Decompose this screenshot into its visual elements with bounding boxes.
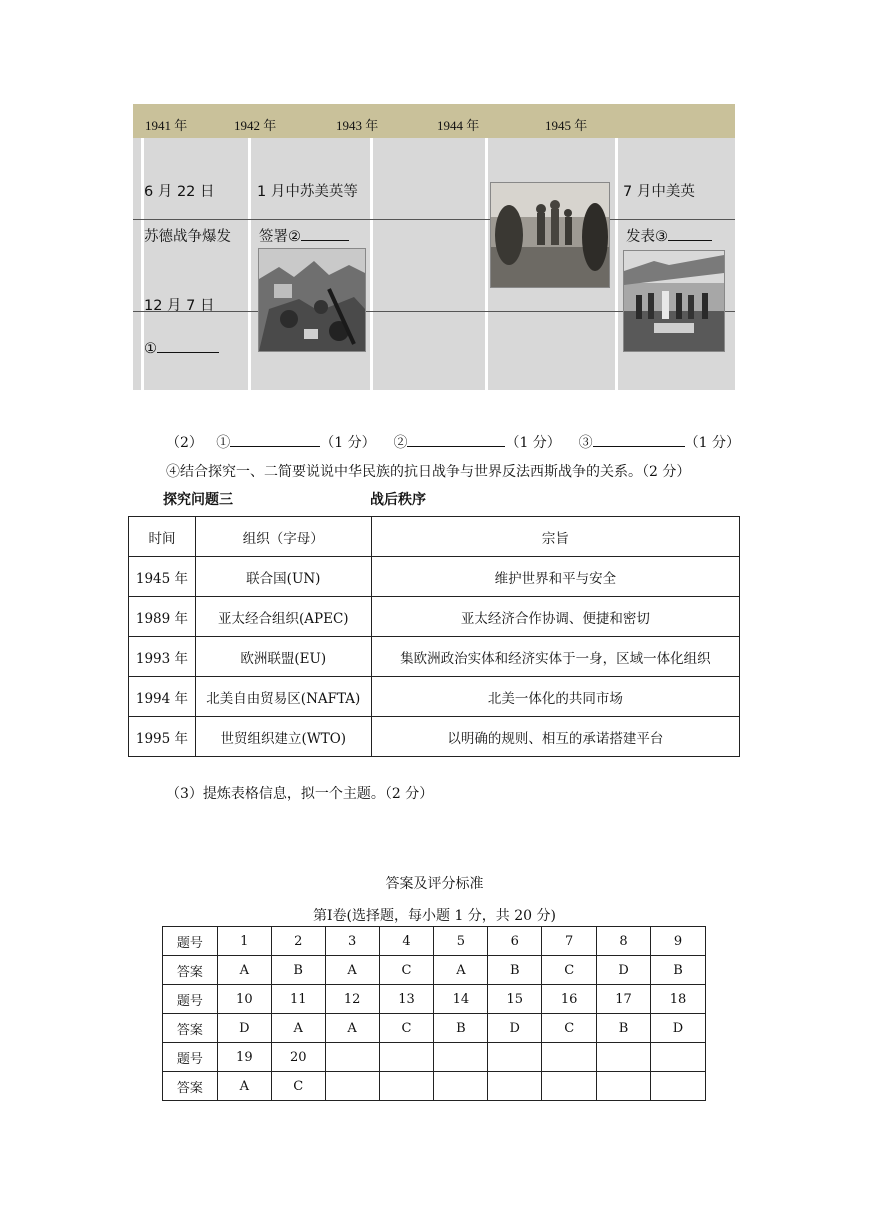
section-3-subtitle: 战后秩序 <box>370 492 426 508</box>
answer-cell <box>434 1072 488 1101</box>
event-date-june22: 6 月 22 日 <box>144 184 215 200</box>
answer-cell: C <box>271 1072 325 1101</box>
question-number: 4 <box>379 927 434 956</box>
answer-cell: C <box>379 956 434 985</box>
question-number <box>434 1043 488 1072</box>
header-time: 时间 <box>129 517 196 557</box>
answer-cell: A <box>271 1014 325 1043</box>
answer-cell <box>488 1072 542 1101</box>
cell-year: 1994 年 <box>129 677 196 717</box>
column-divider <box>615 138 618 390</box>
cell-organization: 世贸组织建立(WTO) <box>195 717 371 757</box>
question-number: 10 <box>217 985 271 1014</box>
column-divider <box>485 138 488 390</box>
answer-cell: C <box>542 956 597 985</box>
cell-purpose: 北美一体化的共同市场 <box>371 677 739 717</box>
event-july-declaration: 7 月中美英 <box>623 184 695 200</box>
answer-cell: B <box>597 1014 651 1043</box>
header-purpose: 宗旨 <box>371 517 739 557</box>
answer-cell <box>597 1072 651 1101</box>
header-organization: 组织（字母） <box>195 517 371 557</box>
question-number <box>379 1043 434 1072</box>
label-answer: 答案 <box>163 1072 218 1101</box>
label-answer: 答案 <box>163 956 218 985</box>
answer-cell: B <box>651 956 706 985</box>
question-number <box>542 1043 597 1072</box>
cell-year: 1989 年 <box>129 597 196 637</box>
question-number: 2 <box>271 927 325 956</box>
answer-row <box>163 1014 706 1043</box>
question-number: 1 <box>217 927 271 956</box>
answer-cell: B <box>271 956 325 985</box>
question-number <box>325 1043 379 1072</box>
answer-cell: A <box>325 1014 379 1043</box>
question-number-row <box>163 927 706 956</box>
question-number: 9 <box>651 927 706 956</box>
question-number-row <box>163 985 706 1014</box>
question-number-row <box>163 1043 706 1072</box>
question-number: 18 <box>651 985 706 1014</box>
question-2-blanks: （2） ① （1 分） ② （1 分） ③ （1 分） <box>166 435 740 451</box>
answer-cell: D <box>488 1014 542 1043</box>
cell-year: 1945 年 <box>129 557 196 597</box>
year-1944: 1944 年 <box>437 118 480 133</box>
section-3-title: 探究问题三 <box>163 492 233 508</box>
answer-key-table <box>162 926 706 1101</box>
blank-2: 签署② <box>259 225 349 246</box>
answer-cell: D <box>217 1014 271 1043</box>
answer-cell: B <box>434 1014 488 1043</box>
year-1945: 1945 年 <box>545 118 588 133</box>
year-1943: 1943 年 <box>336 118 379 133</box>
cell-purpose: 集欧洲政治实体和经济实体于一身，区域一体化组织 <box>371 637 739 677</box>
question-number: 8 <box>597 927 651 956</box>
label-question-number: 题号 <box>163 927 218 956</box>
label-question-number: 题号 <box>163 985 218 1014</box>
answer-cell <box>651 1072 706 1101</box>
answer-cell <box>325 1072 379 1101</box>
question-number: 5 <box>434 927 488 956</box>
question-number: 3 <box>325 927 379 956</box>
question-number: 11 <box>271 985 325 1014</box>
war-ruins-photo <box>258 248 366 352</box>
cell-organization: 欧洲联盟(EU) <box>195 637 371 677</box>
answer-cell: A <box>217 956 271 985</box>
answer-row <box>163 1072 706 1101</box>
cell-purpose: 维护世界和平与安全 <box>371 557 739 597</box>
answer-cell: C <box>542 1014 597 1043</box>
question-number: 16 <box>542 985 597 1014</box>
question-number: 15 <box>488 985 542 1014</box>
event-soviet-german-war: 苏德战争爆发 <box>144 229 231 245</box>
column-divider <box>370 138 373 390</box>
question-number: 12 <box>325 985 379 1014</box>
table-row <box>129 597 740 637</box>
question-3: （3）提炼表格信息，拟一个主题。（2 分） <box>166 786 434 802</box>
question-number: 14 <box>434 985 488 1014</box>
question-number: 7 <box>542 927 597 956</box>
answer-key-title: 答案及评分标准 <box>385 876 484 892</box>
table-row <box>129 637 740 677</box>
year-1941: 1941 年 <box>145 118 188 133</box>
question-number: 20 <box>271 1043 325 1072</box>
answer-cell: A <box>217 1072 271 1101</box>
answer-cell <box>542 1072 597 1101</box>
answer-key-subtitle: 第Ⅰ卷(选择题，每小题 1 分，共 20 分) <box>313 908 556 924</box>
question-number <box>651 1043 706 1072</box>
answer-cell: D <box>597 956 651 985</box>
table-row <box>129 677 740 717</box>
question-2-part4: ④结合探究一、二简要说说中华民族的抗日战争与世界反法西斯战争的关系。（2 分） <box>166 464 691 480</box>
question-number <box>597 1043 651 1072</box>
table-header-row <box>129 517 740 557</box>
answer-row <box>163 956 706 985</box>
postwar-organizations-table <box>128 516 740 757</box>
timeline-guide-line <box>133 219 735 220</box>
column-divider <box>248 138 251 390</box>
answer-cell <box>379 1072 434 1101</box>
blank-1: ① <box>144 341 219 357</box>
question-number: 6 <box>488 927 542 956</box>
cell-purpose: 以明确的规则、相互的承诺搭建平台 <box>371 717 739 757</box>
answer-cell: C <box>379 1014 434 1043</box>
surrender-ceremony-photo <box>623 250 725 352</box>
timeline-year-header <box>133 104 735 138</box>
cell-purpose: 亚太经济合作协调、便捷和密切 <box>371 597 739 637</box>
answer-cell: A <box>434 956 488 985</box>
answer-cell: D <box>651 1014 706 1043</box>
timeline-figure <box>133 104 735 390</box>
event-date-dec7: 12 月 7 日 <box>144 298 215 314</box>
answer-cell: A <box>325 956 379 985</box>
label-answer: 答案 <box>163 1014 218 1043</box>
event-jan-declaration: 1 月中苏美英等 <box>257 184 358 200</box>
question-number: 13 <box>379 985 434 1014</box>
normandy-landing-photo <box>490 182 610 288</box>
cell-year: 1995 年 <box>129 717 196 757</box>
question-number: 17 <box>597 985 651 1014</box>
question-number: 19 <box>217 1043 271 1072</box>
blank-3: 发表③ <box>626 225 712 246</box>
answer-cell: B <box>488 956 542 985</box>
cell-organization: 亚太经合组织(APEC) <box>195 597 371 637</box>
cell-year: 1993 年 <box>129 637 196 677</box>
question-number <box>488 1043 542 1072</box>
table-row <box>129 717 740 757</box>
year-1942: 1942 年 <box>234 118 277 133</box>
table-row <box>129 557 740 597</box>
cell-organization: 联合国(UN) <box>195 557 371 597</box>
cell-organization: 北美自由贸易区(NAFTA) <box>195 677 371 717</box>
label-question-number: 题号 <box>163 1043 218 1072</box>
